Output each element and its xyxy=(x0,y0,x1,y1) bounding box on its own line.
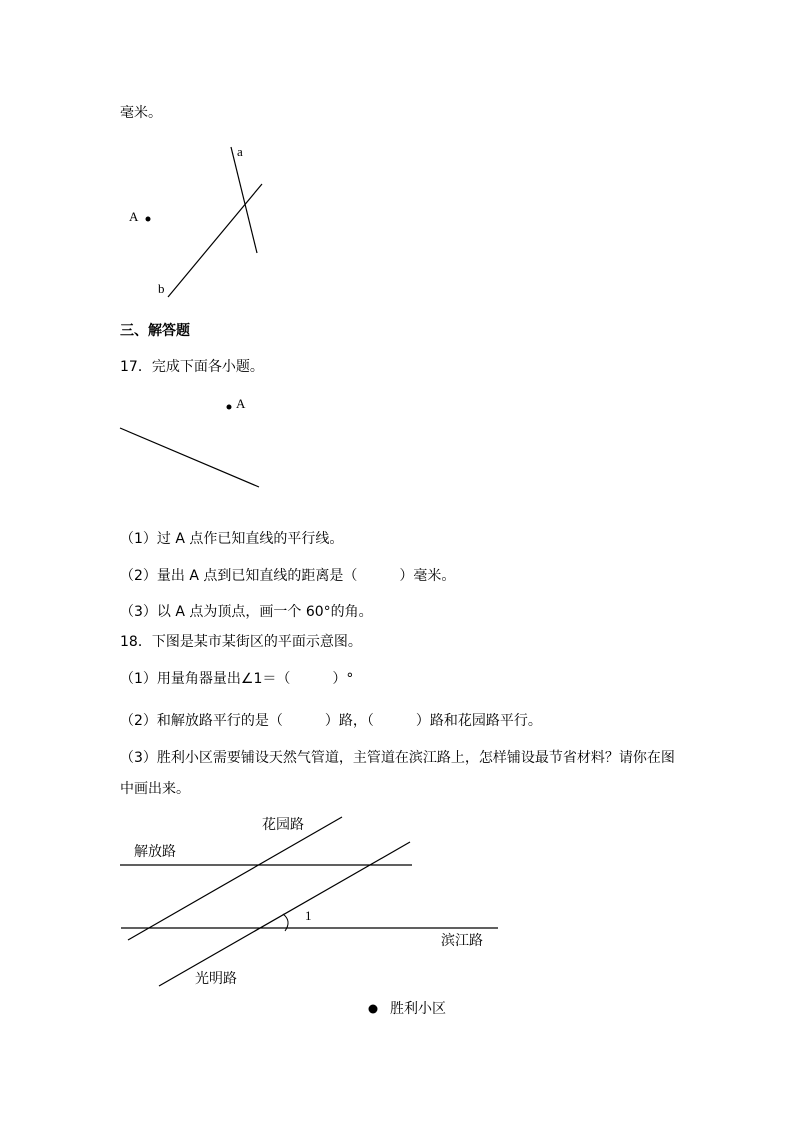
guangming-road-line xyxy=(159,842,410,986)
point-A-q17 xyxy=(227,405,232,410)
q18-sub3-line2: 中画出来。 xyxy=(120,781,190,797)
label-A-q17: A xyxy=(236,396,246,411)
q18-title: 18．下图是某市某街区的平面示意图。 xyxy=(120,634,362,650)
q17-sub2: （2）量出 A 点到已知直线的距离是（ ）毫米。 xyxy=(120,568,456,584)
huayuan-road-label: 花园路 xyxy=(262,817,304,833)
q18-sub2: （2）和解放路平行的是（ ）路，（ ）路和花园路平行。 xyxy=(120,713,542,729)
shengli-dot xyxy=(369,1005,378,1014)
label-b: b xyxy=(158,281,165,296)
q18-sub1: （1）用量角器量出∠1＝（ ）° xyxy=(120,671,354,687)
angle-1-label: 1 xyxy=(305,908,312,923)
label-A-fig1: A xyxy=(129,209,139,224)
guangming-road-label: 光明路 xyxy=(195,971,237,987)
jiefang-road-label: 解放路 xyxy=(134,844,176,860)
point-A-fig1 xyxy=(146,217,151,222)
binjiang-road-label: 滨江路 xyxy=(441,933,483,949)
section-heading: 三、解答题 xyxy=(120,323,190,339)
shengli-community-label: 胜利小区 xyxy=(390,1001,446,1017)
line-b xyxy=(168,184,262,297)
q17-sub3: （3）以 A 点为顶点，画一个 60°的角。 xyxy=(120,604,373,620)
given-line-q17 xyxy=(120,428,259,487)
q17-title: 17．完成下面各小题。 xyxy=(120,359,264,375)
top-fragment-text: 毫米。 xyxy=(120,105,162,121)
q18-sub3-line1: （3）胜利小区需要铺设天然气管道，主管道在滨江路上，怎样铺设最节省材料？请你在图 xyxy=(120,750,675,766)
label-a: a xyxy=(237,144,243,159)
q17-sub1: （1）过 A 点作已知直线的平行线。 xyxy=(120,531,344,547)
line-a xyxy=(231,144,257,253)
